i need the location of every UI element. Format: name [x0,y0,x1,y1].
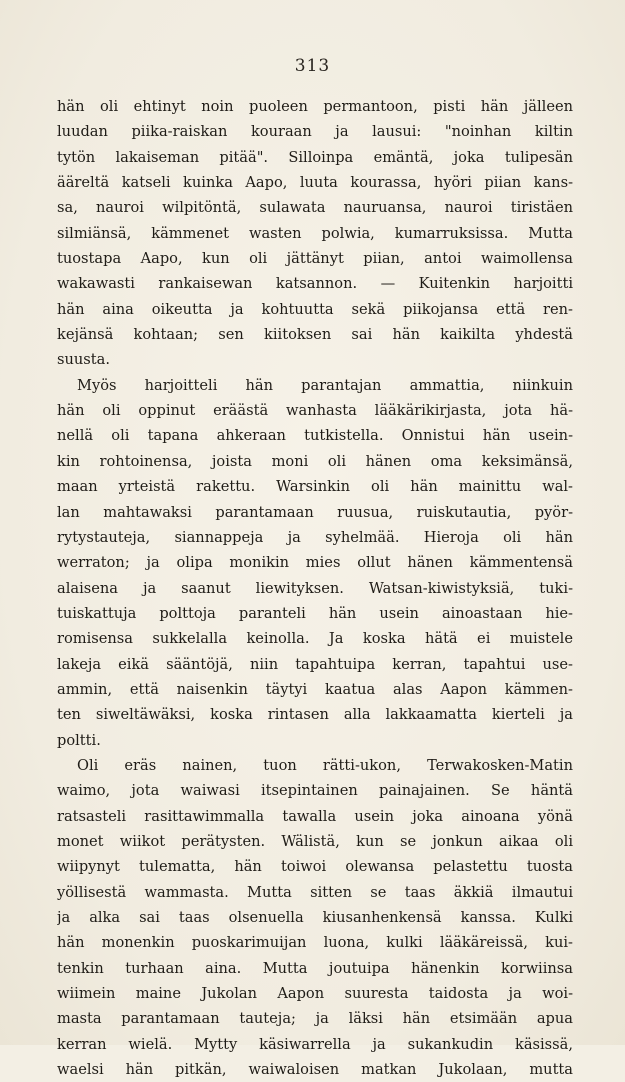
text-line: waimo, jota waiwasi itsepintainen painajainen. Se häntä [57,782,573,800]
text-line: yöllisestä wammasta. Mutta sitten se taas äkkiä ilmautui [57,883,573,901]
text-line: waelsi hän pitkän, waiwaloisen matkan Jukolaan, mutta [57,1061,573,1079]
text-line: hän oli ehtinyt noin puoleen permantoon, pisti hän jälleen [57,98,573,115]
text-line: ten siweltäwäksi, koska rintasen alla lakkaamatta kierteli ja [57,706,573,724]
text-line: luudan piika-raiskan kouraan ja lausui: "noinhan kiltin [57,123,573,141]
text-line: wiimein maine Jukolan Aapon suuresta taidosta ja woi- [57,985,573,1003]
text-line: lakeja eikä sääntöjä, niin tapahtuipa kerran, tapahtui use- [57,655,573,673]
text-line: lan mahtawaksi parantamaan ruusua, ruiskutautia, pyör- [57,503,573,521]
text-line: monet wiikot perätysten. Wälistä, kun se jonkun aikaa oli [57,832,573,850]
text-line: tuiskattuja polttoja paranteli hän usein ainoastaan hie- [57,604,573,622]
text-line: tytön lakaiseman pitää". Silloinpa emäntä, joka tulipesän [57,148,573,166]
text-line: alaisena ja saanut liewityksen. Watsan-kiwistyksiä, tuki- [57,579,573,597]
text-line: rytystauteja, siannappeja ja syhelmää. Hieroja oli hän [57,528,573,546]
text-line: ääreltä katseli kuinka Aapo, luuta kourassa, hyöri piian kans- [57,174,573,192]
text-line: hän oli oppinut eräästä wanhasta lääkärikirjasta, jota hä- [57,402,573,420]
text-line: sa, nauroi wilpitöntä, sulawata nauruansa, nauroi tiristäen [57,199,573,217]
text-line: kerran wielä. Mytty käsiwarrella ja sukankudin käsissä, [57,1035,573,1053]
text-line: poltti. [57,731,101,749]
page-number: 313 [294,56,331,76]
text-line: ammin, että naisenkin täytyi kaatua alas Aapon kämmen- [57,680,573,698]
text-line: werraton; ja olipa monikin mies ollut hänen kämmentensä [57,554,573,572]
text-line: tenkin turhaan aina. Mutta joutuipa hänenkin korwiinsa [57,959,573,977]
text-line: maan yrteistä rakettu. Warsinkin oli hän mainittu wal- [57,478,573,496]
text-line: suusta. [57,351,110,369]
text-line: hän monenkin puoskarimuijan luona, kulki lääkäreissä, kui- [57,934,573,952]
body-text [57,94,573,1082]
text-line: Myös harjoitteli hän parantajan ammattia, niinkuin [77,376,573,394]
text-line: ratsasteli rasittawimmalla tawalla usein joka ainoana yönä [57,807,573,825]
text-line: Oli eräs nainen, tuon rätti-ukon, Terwakosken-Matin [77,756,573,774]
text-line: wakawasti rankaisewan katsannon. — Kuitenkin harjoitti [57,275,573,293]
text-line: nellä oli tapana ahkeraan tutkistella. Onnistui hän usein- [57,427,573,445]
text-line: ja alka sai taas olsenuella kiusanhenkensä kanssa. Kulki [57,909,573,926]
text-line: romisensa sukkelalla keinolla. Ja koska hätä ei muistele [57,630,573,648]
text-line: hän aina oikeutta ja kohtuutta sekä piikojansa että ren- [57,300,573,318]
text-line: kejänsä kohtaan; sen kiitoksen sai hän kaikilta yhdestä [57,326,573,344]
text-line: kin rohtoinensa, joista moni oli hänen oma keksimänsä, [57,452,573,470]
text-line: masta parantamaan tauteja; ja läksi hän etsimään apua [57,1010,573,1028]
text-line: silmiänsä, kämmenet wasten polwia, kumarruksissa. Mutta [57,224,573,242]
text-line: wiipynyt tulematta, hän toiwoi olewansa pelastettu tuosta [57,858,573,876]
text-line: tuostapa Aapo, kun oli jättänyt piian, antoi waimollensa [57,250,573,268]
